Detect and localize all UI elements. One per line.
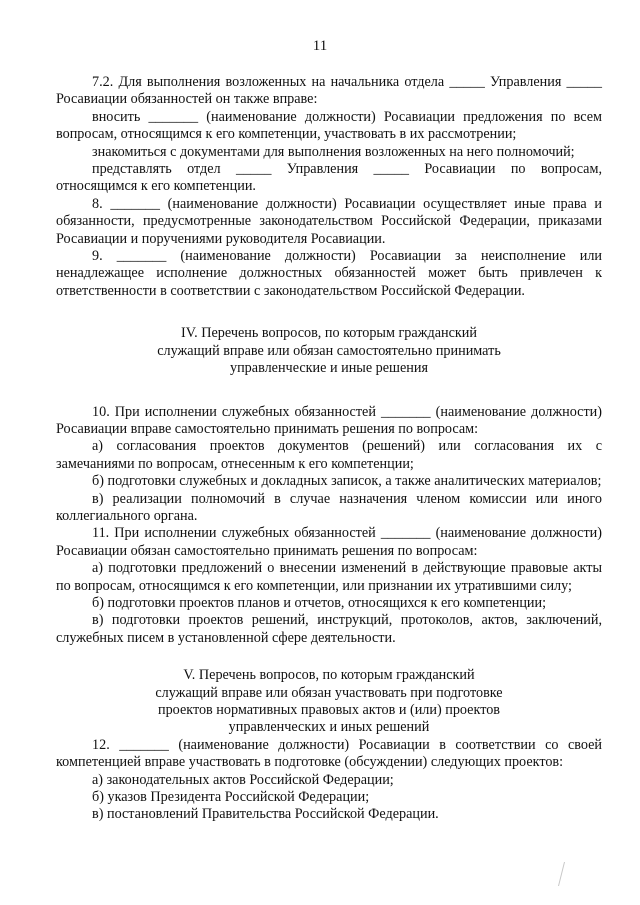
paragraph-10-a: а) согласования проектов документов (решений) или согласования их с замечаниями по вопросам, отнесенным к его компетенции; — [56, 438, 602, 472]
document-body — [56, 74, 602, 824]
paragraph-12: 12. _______ (наименование должности) Росавиации в соответствии со своей компетенцией вправе участвовать в подготовке (обсуждении) следующих проектов: — [56, 736, 602, 771]
page-number: 11 — [312, 38, 328, 54]
paragraph-10-c: в) реализации полномочий в случае назначения членом комиссии или иного коллегиального органа. — [56, 490, 602, 524]
paragraph-submit-proposals: вносить _______ (наименование должности) Росавиации предложения по всем вопросам, относящимся к его компетенции, участвовать в их рассмотрении; — [56, 108, 602, 143]
paragraph-12-b: б) указов Президента Российской Федерации; — [92, 789, 370, 806]
paragraph-8: 8. _______ (наименование должности) Росавиации осуществляет иные права и обязанности, предусмотренные законодательством Российской Федерации, приказами Росавиации и поручениями руководителя Росавиации. — [56, 195, 602, 247]
paragraph-11-b: б) подготовки проектов планов и отчетов, относящихся к его компетенции; — [92, 594, 547, 611]
paragraph-12-c: в) постановлений Правительства Российской Федерации. — [92, 806, 439, 823]
paragraph-review-documents: знакомиться с документами для выполнения возложенных на него полномочий; — [92, 143, 575, 160]
heading-iv-line-3: управленческие и иные решения — [230, 360, 428, 377]
heading-v-line-1: V. Перечень вопросов, по которым гражданский — [183, 667, 475, 684]
heading-v-line-4: управленческих и иных решений — [228, 719, 430, 736]
paragraph-7-2: 7.2. Для выполнения возложенных на начальника отдела _____ Управления _____ Росавиации обязанностей он также вправе: — [56, 74, 602, 108]
paragraph-represent-department: представлять отдел _____ Управления _____ Росавиации по вопросам, относящимся к его компетенции. — [56, 161, 602, 195]
section-heading-iv — [56, 325, 602, 377]
heading-v-line-2: служащий вправе или обязан участвовать при подготовке — [155, 684, 503, 701]
heading-v-line-3: проектов нормативных правовых актов и (или) проектов — [157, 702, 500, 718]
paragraph-11-c: в) подготовки проектов решений, инструкций, протоколов, актов, заключений, служебных писем в установленной сфере деятельности. — [56, 612, 602, 646]
paragraph-11: 11. При исполнении служебных обязанностей _______ (наименование должности) Росавиации обязан самостоятельно принимать решения по вопросам: — [56, 525, 602, 559]
heading-iv-line-2: служащий вправе или обязан самостоятельно принимать — [157, 342, 501, 359]
paragraph-12-a: а) законодательных актов Российской Федерации; — [92, 771, 394, 788]
paragraph-10-b: б) подготовки служебных и докладных записок, а также аналитических материалов; — [92, 473, 602, 490]
paragraph-10: 10. При исполнении служебных обязанностей _______ (наименование должности) Росавиации вправе самостоятельно принимать решения по вопросам: — [56, 403, 602, 437]
paragraph-11-a: а) подготовки предложений о внесении изменений в действующие правовые акты по вопросам, относящимся к его компетенции, или признании их утратившими силу; — [56, 560, 602, 594]
scan-margin-mark — [548, 862, 565, 886]
heading-iv-line-1: IV. Перечень вопросов, по которым гражданский — [181, 325, 477, 342]
paragraph-9: 9. _______ (наименование должности) Росавиации за неисполнение или ненадлежащее исполнение должностных обязанностей может быть привлечен к ответственности в соответствии с законодательством Российской Федерации. — [56, 248, 602, 299]
section-heading-v — [56, 667, 602, 737]
